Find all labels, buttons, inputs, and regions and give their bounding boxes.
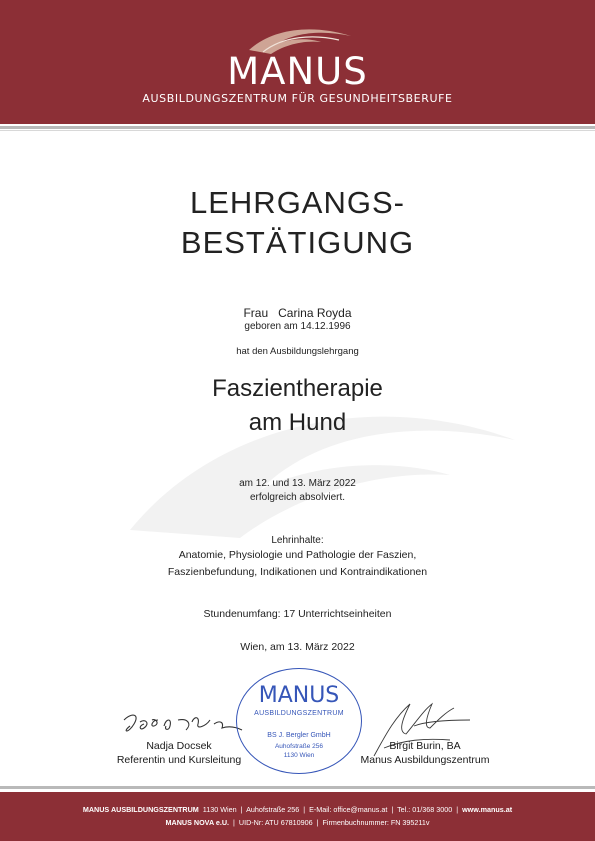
stamp-subtitle: AUSBILDUNGSZENTRUM — [254, 710, 344, 717]
place-date: Wien, am 13. März 2022 — [240, 641, 355, 653]
footer-company: MANUS AUSBILDUNGSZENTRUM — [82, 805, 199, 814]
footer-registry: | UID-Nr: ATU 67810906 | Firmenbuchnummer: FN 395211v — [229, 818, 430, 827]
stamp-street: Auhofstraße 256 — [274, 743, 324, 750]
footer-website[interactable]: www.manus.at — [462, 805, 513, 814]
footer-band — [0, 792, 595, 841]
intro-text: hat den Ausbildungslehrgang — [236, 346, 359, 357]
right-signatory-name: Birgit Burin, BA — [389, 740, 461, 752]
company-stamp — [236, 668, 362, 774]
footer-company-2: MANUS NOVA e.U. — [165, 818, 230, 827]
title-line-2: BESTÄTIGUNG — [180, 225, 415, 260]
footer-line-2 — [0, 818, 595, 827]
right-signatory-role: Manus Ausbildungszentrum — [360, 754, 490, 766]
header-subtitle: AUSBILDUNGSZENTRUM FÜR GESUNDHEITSBERUFE — [142, 92, 453, 105]
header-divider-thin — [0, 130, 595, 131]
left-signatory-role: Referentin und Kursleitung — [116, 754, 242, 766]
contents-label: Lehrinhalte: — [271, 535, 324, 546]
course-dates: am 12. und 13. März 2022 — [239, 478, 356, 489]
course-result: erfolgreich absolviert. — [249, 492, 346, 503]
stamp-logo: MANUS — [258, 683, 340, 708]
recipient-name: Frau Carina Royda — [243, 306, 352, 320]
left-signature-icon — [118, 708, 248, 744]
logo-wordmark: MANUS — [227, 50, 368, 93]
stamp-company: BS J. Bergler GmbH — [267, 732, 331, 739]
course-title — [0, 372, 595, 440]
footer-divider — [0, 786, 595, 789]
footer-line-1 — [0, 805, 595, 814]
header-band — [0, 0, 595, 124]
contents-line-2: Faszienbefundung, Indikationen und Kontraindikationen — [167, 566, 428, 578]
certificate-title — [0, 183, 595, 263]
header-divider — [0, 126, 595, 129]
course-hours: Stundenumfang: 17 Unterrichtseinheiten — [203, 608, 392, 620]
contents-line-1: Anatomie, Physiologie und Pathologie der Faszien, — [178, 549, 417, 561]
left-signatory-name: Nadja Docsek — [146, 740, 212, 752]
course-line-1: Faszientherapie — [212, 375, 383, 402]
birth-date: geboren am 14.12.1996 — [244, 321, 351, 332]
course-line-2: am Hund — [248, 409, 347, 436]
footer-contact: 1130 Wien | Auhofstraße 256 | E-Mail: office@manus.at | Tel.: 01/368 3000 | — [198, 805, 463, 814]
stamp-city: 1130 Wien — [283, 752, 315, 759]
title-line-1: LEHRGANGS- — [190, 185, 405, 220]
